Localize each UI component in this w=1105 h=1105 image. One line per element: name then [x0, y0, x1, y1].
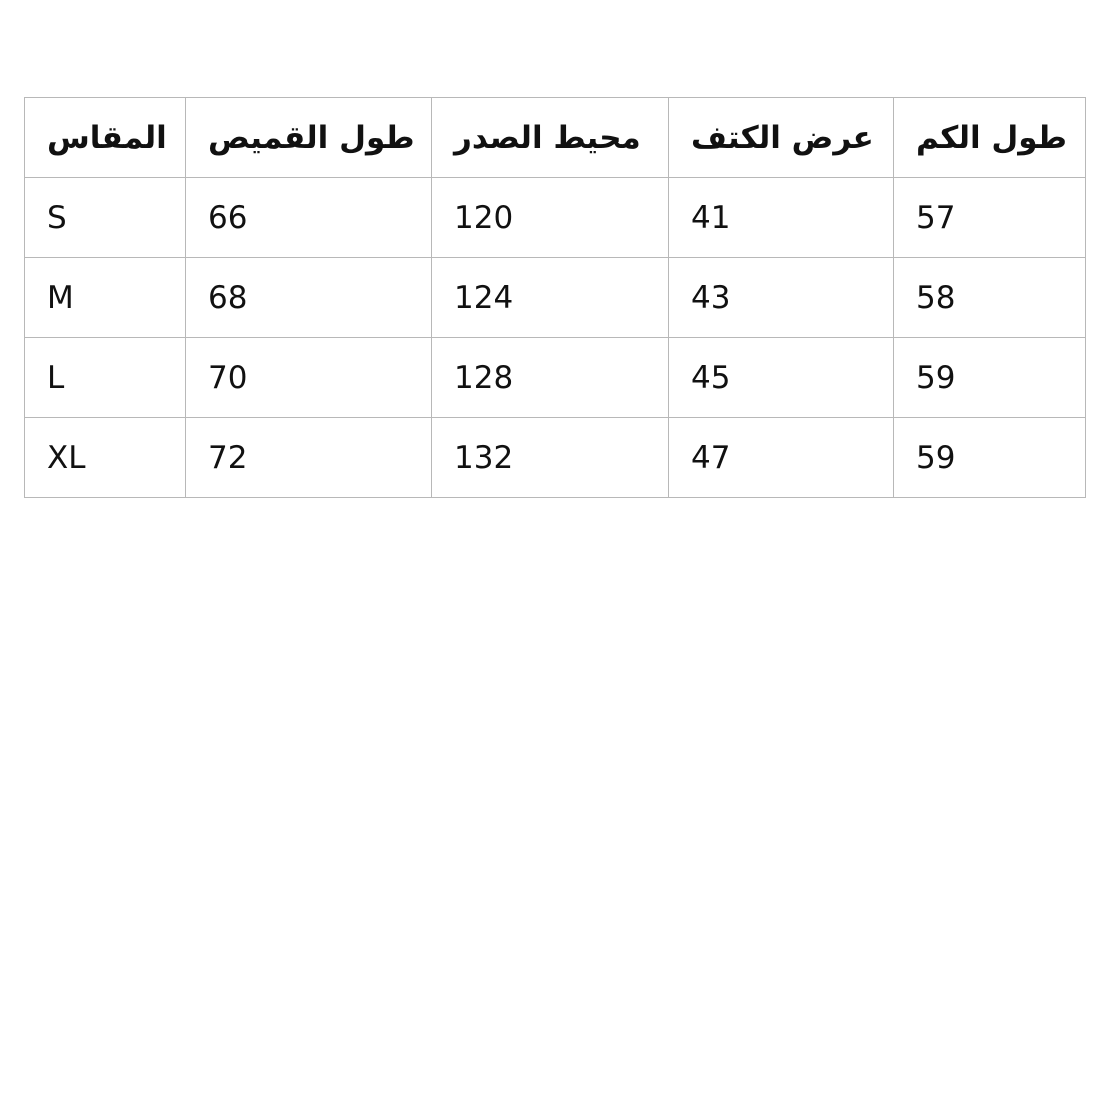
cell-sleeve-length: 59: [894, 338, 1086, 418]
cell-size: S: [25, 178, 186, 258]
cell-chest-circumference: 128: [432, 338, 669, 418]
cell-sleeve-length: 58: [894, 258, 1086, 338]
cell-size: L: [25, 338, 186, 418]
cell-shirt-length: 66: [186, 178, 432, 258]
cell-shirt-length: 72: [186, 418, 432, 498]
table-header-row: [25, 98, 1086, 178]
header-chest-circumference: محيط الصدر: [432, 98, 669, 178]
cell-shoulder-width: 41: [669, 178, 894, 258]
cell-sleeve-length: 59: [894, 418, 1086, 498]
size-chart-table: [24, 97, 1086, 498]
header-sleeve-length: طول الكم: [894, 98, 1086, 178]
cell-chest-circumference: 132: [432, 418, 669, 498]
header-shirt-length: طول القميص: [186, 98, 432, 178]
cell-shoulder-width: 45: [669, 338, 894, 418]
cell-shoulder-width: 47: [669, 418, 894, 498]
cell-shoulder-width: 43: [669, 258, 894, 338]
table-row: [25, 418, 1086, 498]
header-shoulder-width: عرض الكتف: [669, 98, 894, 178]
table-row: [25, 178, 1086, 258]
cell-sleeve-length: 57: [894, 178, 1086, 258]
cell-shirt-length: 70: [186, 338, 432, 418]
cell-chest-circumference: 124: [432, 258, 669, 338]
table-row: [25, 338, 1086, 418]
cell-size: XL: [25, 418, 186, 498]
cell-size: M: [25, 258, 186, 338]
header-size: المقاس: [25, 98, 186, 178]
cell-shirt-length: 68: [186, 258, 432, 338]
cell-chest-circumference: 120: [432, 178, 669, 258]
table-row: [25, 258, 1086, 338]
